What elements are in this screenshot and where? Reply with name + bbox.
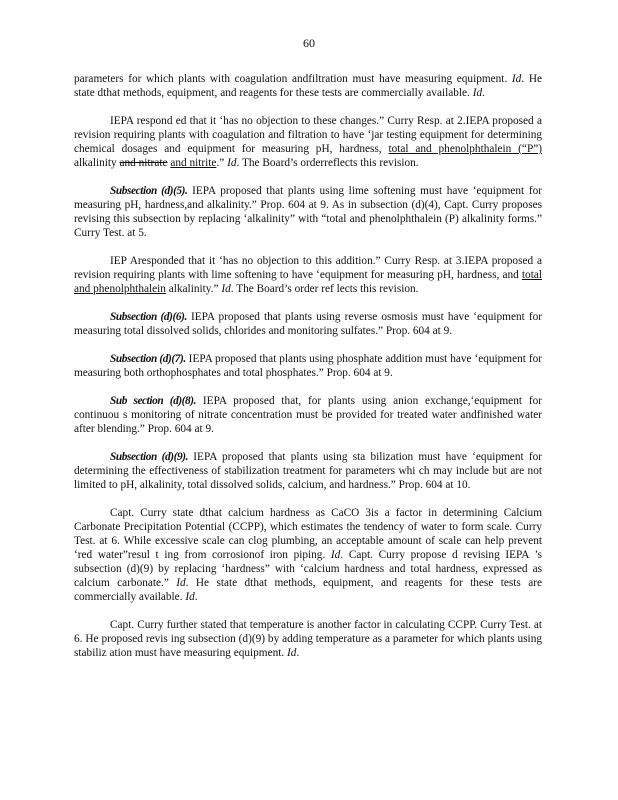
paragraph <box>74 184 542 240</box>
text-run: . Capt. Curry propose d revising IEPA ’s subsection (d)(9) by replacing ‘hardness” with ‘calcium hardness and total hardness, expressed as calcium carbonate.” <box>74 549 542 589</box>
text-run: Capt. Curry further stated that temperature is another factor in calculating CCPP. Curry Test. at 6. He proposed revis ing subsection (d)(9) by adding temperature as a parameter for which plants using stabiliz ation must have measuring equipment. <box>74 619 542 659</box>
text-run: . <box>194 591 198 603</box>
text-run: IEPA proposed that plants using phosphate addition must have ‘equipment for measuring both orthophosphates and total phosphates.” Prop. 604 at 9. <box>74 353 542 379</box>
citation-id: Id <box>227 157 237 169</box>
text-run: IEPA respond ed that it ‘has no objection to these changes.” Curry Resp. at 2.IEPA proposed a revision requiring plants with coagulation and filtration to have ‘jar testing equipment for determining chemical dosages and equipment for measuring pH, hardness, <box>74 115 542 155</box>
text-run: total and phenolphthalein <box>74 269 542 295</box>
paragraph <box>74 72 542 100</box>
citation-id: Id <box>221 283 231 295</box>
subsection-heading: Subsection (d)(7). <box>110 353 186 365</box>
document-body <box>74 72 542 674</box>
text-run: . He state dthat methods, equipment, and reagents for these tests are commercially available. <box>74 577 542 603</box>
text-run: IEP Aresponded that it ‘has no objection to this addition.” Curry Resp. at 3.IEPA proposed a revision requiring plants with lime softening to have ‘equipment for measuring pH, hardness, and <box>74 255 542 281</box>
text-run: alkalinity.” <box>165 283 222 295</box>
text-run: . <box>482 87 485 99</box>
text-run: Capt. Curry state dthat calcium hardness as CaCO 3is a factor in determining Calcium Carbonate Precipitation Potential (CCPP), which estimates the tendency of water to form scale. Curry Test. at 6. While excessive scale can clog plumbing, an acceptable amount of scale can help prevent ‘red water”resul t ing from corrosionof iron piping. <box>74 507 542 561</box>
paragraph <box>74 618 542 660</box>
subsection-heading: Subsection (d)(6). <box>110 311 187 323</box>
subsection-heading: Sub section (d)(8). <box>110 395 197 407</box>
text-run: . The Board’s orderreflects this revision. <box>236 157 419 169</box>
text-run: . The Board’s order ref lects this revision. <box>230 283 419 295</box>
text-run: and nitrite <box>170 157 217 169</box>
text-run: IEPA proposed that plants using sta bilization must have ‘equipment for determining the effectiveness of stabilization treatment for parameters whi ch may include but are not limited to pH, alkalinity, total dissolved solids, calcium, and hardness.” Prop. 604 at 10. <box>74 451 543 491</box>
paragraph <box>74 114 542 170</box>
citation-id: Id <box>472 87 483 99</box>
paragraph <box>74 506 542 604</box>
citation-id: Id <box>176 577 186 589</box>
text-run: . <box>296 647 300 659</box>
paragraph <box>74 310 542 338</box>
text-run: and nitrate <box>119 157 168 169</box>
subsection-heading: Subsection (d)(9). <box>110 451 189 463</box>
text-run: IEPA proposed that, for plants using anion exchange,‘equipment for continuou s monitoring of nitrate concentration must be provided for treated water andfinished water after blending.” Prop. 604 at 9. <box>74 395 542 435</box>
paragraph <box>74 450 542 492</box>
page-number: 60 <box>303 36 315 50</box>
text-run: total and phenolphthalein (“P”) <box>388 143 542 155</box>
text-run: IEPA proposed that plants using lime softening must have ‘equipment for measuring pH, hardness,and alkalinity.” Prop. 604 at 9. As in subsection (d)(4), Capt. Curry proposes revising this subsection by replacing ‘alkalinity” with “total and phenolphthalein (P) alkalinity forms.” Curry Test. at 5. <box>74 185 543 239</box>
subsection-heading: Subsection (d)(5). <box>110 185 188 197</box>
text-run: parameters for which plants with coagulation andfiltration must have measuring equipment. <box>74 73 512 85</box>
text-run: .” <box>216 157 228 169</box>
citation-id: Id <box>287 647 297 659</box>
text-run: . He state dthat methods, equipment, and reagents for these tests are commercially available. <box>74 73 542 99</box>
paragraph <box>74 394 542 436</box>
paragraph <box>74 254 542 296</box>
citation-id: Id <box>185 591 195 603</box>
paragraph <box>74 352 542 380</box>
citation-id: Id <box>330 549 341 561</box>
citation-id: Id <box>511 73 522 85</box>
text-run: IEPA proposed that plants using reverse osmosis must have ‘equipment for measuring total dissolved solids, chlorides and monitoring sulfates.” Prop. 604 at 9. <box>74 311 542 337</box>
text-run: alkalinity <box>74 157 120 169</box>
